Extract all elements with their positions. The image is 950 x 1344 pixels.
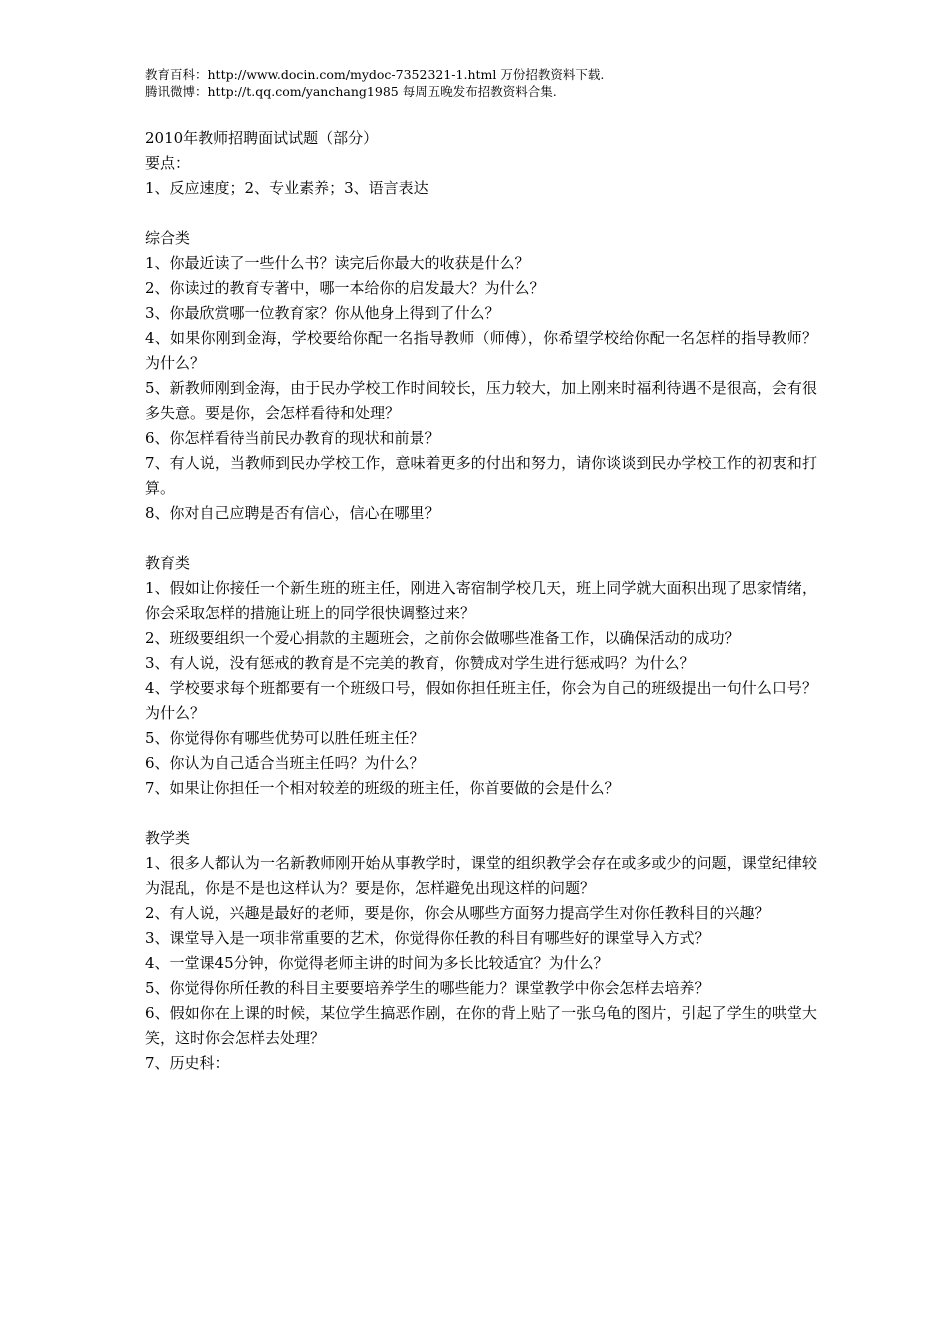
header-line-docin: 教育百科：http://www.docin.com/mydoc-7352321-1.html 万份招教资料下载. [145, 67, 605, 82]
question-item: 5、新教师刚到金海，由于民办学校工作时间较长，压力较大，加上刚来时福利待遇不是很高，会有很多失意。要是你，会怎样看待和处理？ [145, 379, 817, 422]
question-item: 2、有人说，兴趣是最好的老师，要是你，你会从哪些方面努力提高学生对你任教科目的兴趣？ [145, 904, 770, 922]
section-heading-education: 教育类 [145, 554, 191, 572]
question-item: 3、课堂导入是一项非常重要的艺术，你觉得你任教的科目有哪些好的课堂导入方式？ [145, 929, 710, 947]
spacer [145, 526, 817, 551]
question-item: 7、有人说，当教师到民办学校工作，意味着更多的付出和努力，请你谈谈到民办学校工作的初衷和打算。 [145, 454, 817, 497]
question-item: 2、你读过的教育专著中，哪一本给你的启发最大？为什么？ [145, 279, 545, 297]
question-item: 4、一堂课45分钟，你觉得老师主讲的时间为多长比较适宜？为什么？ [145, 954, 609, 972]
section-heading-general: 综合类 [145, 229, 191, 247]
question-item: 4、学校要求每个班都要有一个班级口号，假如你担任班主任，你会为自己的班级提出一句什么口号？为什么？ [145, 679, 817, 722]
question-item: 5、你觉得你有哪些优势可以胜任班主任？ [145, 729, 425, 747]
spacer [145, 201, 817, 226]
document-page [145, 66, 817, 1076]
question-item: 1、很多人都认为一名新教师刚开始从事教学时，课堂的组织教学会存在或多或少的问题，课堂纪律较为混乱，你是不是也这样认为？要是你，怎样避免出现这样的问题？ [145, 854, 817, 897]
question-item: 4、如果你刚到金海，学校要给你配一名指导教师（师傅），你希望学校给你配一名怎样的指导教师？为什么？ [145, 329, 817, 372]
question-item: 8、你对自己应聘是否有信心，信心在哪里？ [145, 504, 440, 522]
question-item: 5、你觉得你所任教的科目主要要培养学生的哪些能力？课堂教学中你会怎样去培养？ [145, 979, 710, 997]
document-body [145, 126, 817, 1076]
question-item: 7、历史科： [145, 1054, 230, 1072]
question-item: 3、有人说，没有惩戒的教育是不完美的教育，你赞成对学生进行惩戒吗？为什么？ [145, 654, 695, 672]
section-heading-teaching: 教学类 [145, 829, 191, 847]
question-item: 6、你怎样看待当前民办教育的现状和前景？ [145, 429, 440, 447]
spacer [145, 801, 817, 826]
document-title: 2010年教师招聘面试试题（部分） [145, 129, 379, 147]
key-points: 1、反应速度；2、专业素养；3、语言表达 [145, 179, 429, 197]
question-item: 2、班级要组织一个爱心捐款的主题班会，之前你会做哪些准备工作，以确保活动的成功？ [145, 629, 740, 647]
header-line-weibo: 腾讯微博：http://t.qq.com/yanchang1985 每周五晚发布招教资料合集. [145, 84, 557, 99]
question-item: 1、你最近读了一些什么书？读完后你最大的收获是什么？ [145, 254, 530, 272]
key-points-label: 要点： [145, 154, 191, 172]
question-item: 7、如果让你担任一个相对较差的班级的班主任，你首要做的会是什么？ [145, 779, 620, 797]
question-item: 3、你最欣赏哪一位教育家？你从他身上得到了什么？ [145, 304, 500, 322]
question-item: 6、假如你在上课的时候，某位学生搞恶作剧，在你的背上贴了一张乌龟的图片，引起了学生的哄堂大笑，这时你会怎样去处理？ [145, 1004, 817, 1047]
question-item: 1、假如让你接任一个新生班的班主任，刚进入寄宿制学校几天，班上同学就大面积出现了思家情绪，你会采取怎样的措施让班上的同学很快调整过来？ [145, 579, 817, 622]
question-item: 6、你认为自己适合当班主任吗？为什么？ [145, 754, 425, 772]
